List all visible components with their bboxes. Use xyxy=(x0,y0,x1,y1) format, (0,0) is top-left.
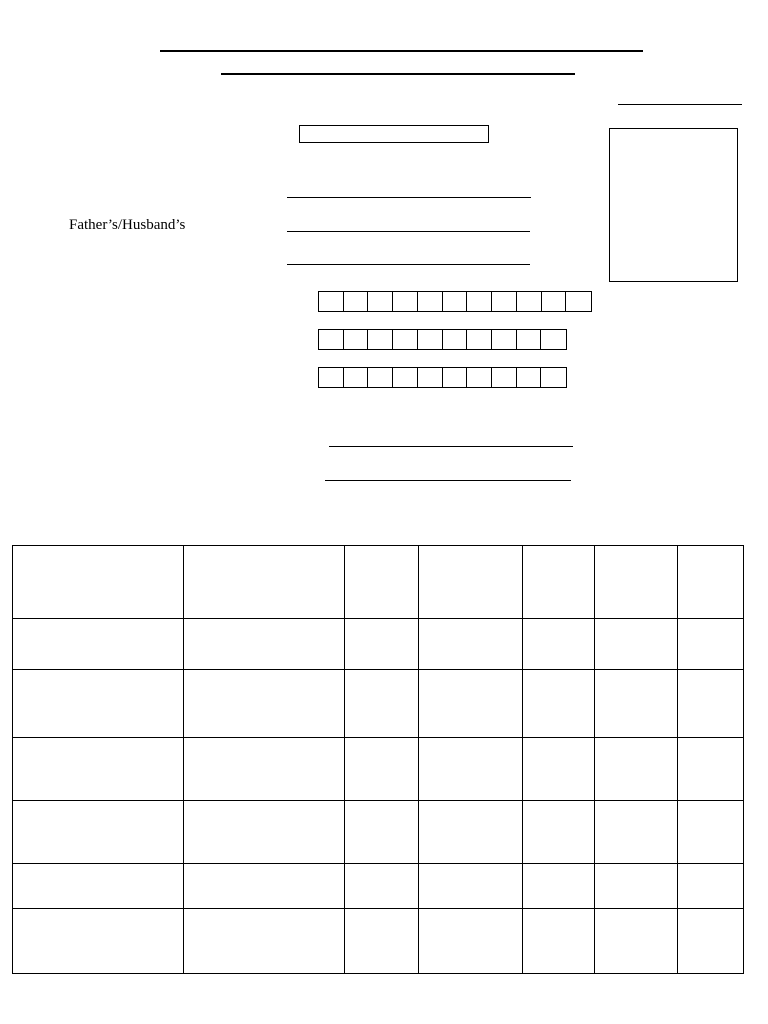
field-line-4[interactable] xyxy=(329,446,573,447)
table-cell[interactable] xyxy=(345,619,419,670)
table-cell[interactable] xyxy=(678,738,744,801)
date-line xyxy=(618,104,742,105)
title-line-1 xyxy=(160,50,643,52)
table-cell xyxy=(678,546,744,619)
table-cell[interactable] xyxy=(345,909,419,974)
address-field-line[interactable] xyxy=(287,264,530,265)
field-line-5[interactable] xyxy=(325,480,571,481)
table-cell[interactable] xyxy=(595,619,678,670)
relation-label: Father’s/Husband’s xyxy=(69,217,186,233)
table-cell[interactable] xyxy=(345,670,419,738)
char-box-row-3[interactable] xyxy=(318,367,567,388)
table-header-row xyxy=(13,546,744,619)
photo-box xyxy=(609,128,738,282)
table-cell[interactable] xyxy=(184,801,345,864)
table-cell[interactable] xyxy=(184,909,345,974)
table-cell[interactable] xyxy=(13,864,184,909)
table-row xyxy=(13,738,744,801)
table-cell[interactable] xyxy=(523,619,595,670)
table-cell[interactable] xyxy=(678,670,744,738)
table-cell[interactable] xyxy=(419,909,523,974)
heading-box xyxy=(299,125,489,143)
table-cell[interactable] xyxy=(184,864,345,909)
table-cell[interactable] xyxy=(419,670,523,738)
table-cell[interactable] xyxy=(13,619,184,670)
table-cell xyxy=(13,546,184,619)
table-cell xyxy=(595,546,678,619)
name-field-line[interactable] xyxy=(287,197,531,198)
table-row xyxy=(13,864,744,909)
table-cell[interactable] xyxy=(523,864,595,909)
relation-field-line[interactable] xyxy=(287,231,530,232)
table-cell[interactable] xyxy=(13,909,184,974)
table-cell[interactable] xyxy=(419,738,523,801)
table-row xyxy=(13,801,744,864)
table-cell[interactable] xyxy=(419,619,523,670)
table-row xyxy=(13,619,744,670)
table-cell[interactable] xyxy=(184,670,345,738)
details-table xyxy=(12,545,744,974)
table-cell[interactable] xyxy=(523,909,595,974)
table-cell xyxy=(184,546,345,619)
title-line-2 xyxy=(221,73,575,75)
table-cell[interactable] xyxy=(419,864,523,909)
table-row xyxy=(13,909,744,974)
table-cell[interactable] xyxy=(678,801,744,864)
table-cell[interactable] xyxy=(595,801,678,864)
table-cell xyxy=(523,546,595,619)
table-cell[interactable] xyxy=(523,738,595,801)
table-cell[interactable] xyxy=(523,801,595,864)
table-cell[interactable] xyxy=(595,864,678,909)
table-cell[interactable] xyxy=(345,864,419,909)
table-cell[interactable] xyxy=(13,738,184,801)
char-box-row-2[interactable] xyxy=(318,329,567,350)
table-cell[interactable] xyxy=(419,801,523,864)
table-cell[interactable] xyxy=(13,801,184,864)
table-cell[interactable] xyxy=(678,909,744,974)
char-box-row-1[interactable] xyxy=(318,291,592,312)
table-cell[interactable] xyxy=(184,619,345,670)
table-cell[interactable] xyxy=(523,670,595,738)
table-cell[interactable] xyxy=(345,738,419,801)
table-cell[interactable] xyxy=(678,864,744,909)
table-cell[interactable] xyxy=(345,801,419,864)
table-cell[interactable] xyxy=(13,670,184,738)
table-cell[interactable] xyxy=(595,738,678,801)
table-cell[interactable] xyxy=(595,909,678,974)
table-cell[interactable] xyxy=(678,619,744,670)
table-cell xyxy=(419,546,523,619)
table-cell[interactable] xyxy=(184,738,345,801)
table-cell xyxy=(345,546,419,619)
table-row xyxy=(13,670,744,738)
table-cell[interactable] xyxy=(595,670,678,738)
